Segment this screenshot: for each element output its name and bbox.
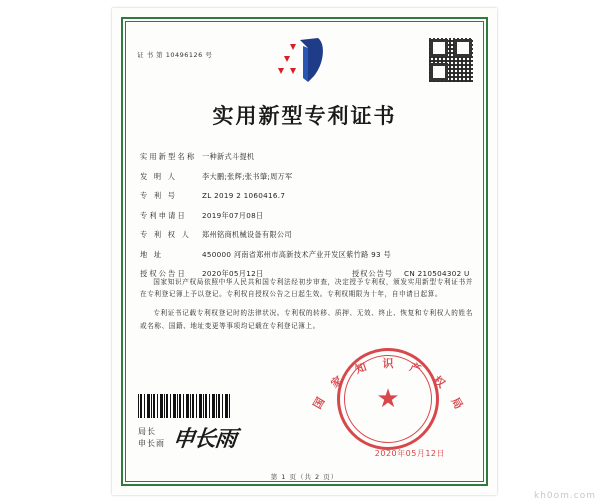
paragraph: 专利证书记载专利权登记时的法律状况。专利权的转移、质押、无效、终止、恢复和专利权人的姓名或名称、国籍、地址变更等事项均记载在专利登记簿上。	[140, 309, 473, 330]
field-value-secondary: CN 210504302 U	[404, 269, 470, 279]
field-row	[140, 211, 473, 221]
seal-char: 家	[328, 373, 346, 391]
paragraph: 国家知识产权局依照中华人民共和国专利法经初步审查，决定授予专利权，颁发实用新型专利证书并在专利登记簿上予以登记。专利权自授权公告之日起生效。专利权期限为十年，自申请日起算。	[140, 278, 473, 299]
signature-title	[138, 426, 165, 450]
field-value: 李大鹏;张辉;张书肇;周万军	[202, 171, 293, 181]
page-title: 实用新型专利证书	[212, 103, 397, 128]
field-value: 一种新式斗提机	[202, 152, 255, 161]
watermark: kh0om.com	[534, 491, 596, 501]
page-footer: 第 1 页（共 2 页）	[270, 473, 339, 481]
certificate-number: 证 书 第 10496126 号	[137, 51, 213, 59]
field-row	[140, 152, 473, 162]
signature-title-line2: 申长雨	[138, 438, 165, 448]
handwritten-signature: 申长雨	[171, 426, 238, 452]
field-label: 地 址	[140, 249, 164, 259]
field-label: 发 明 人	[140, 171, 178, 181]
body-text	[140, 276, 473, 339]
qr-finder-bottom-left	[430, 63, 448, 81]
barcode	[138, 394, 230, 418]
field-value: 450000 河南省郑州市高新技术产业开发区紫竹路 93 号	[202, 249, 392, 259]
field-list	[140, 152, 473, 289]
field-value: ZL 2019 2 1060416.7	[202, 191, 286, 201]
qr-code-icon[interactable]	[429, 38, 473, 82]
field-row	[140, 230, 473, 240]
field-row	[140, 250, 473, 260]
field-label: 实用新型名称	[140, 152, 197, 161]
seal-char: 知	[353, 360, 369, 377]
signature-title-line1: 局长	[138, 426, 156, 436]
seal-char: 识	[382, 357, 394, 370]
field-label: 授权公告日	[140, 269, 187, 279]
field-value: 2019年07月08日	[202, 210, 264, 220]
seal-char: 国	[310, 395, 328, 412]
field-row	[140, 191, 473, 201]
seal-char: 权	[430, 373, 448, 391]
field-value: 2020年05月12日	[202, 269, 264, 279]
field-row	[140, 172, 473, 182]
signature-block	[138, 422, 236, 453]
field-label-secondary: 授权公告号	[352, 269, 393, 279]
seal-char: 产	[407, 360, 423, 377]
seal-date: 2020年05月12日	[374, 449, 445, 458]
field-label: 专 利 权 人	[140, 230, 192, 240]
cnipa-emblem-icon	[270, 34, 340, 90]
field-label: 专 利 号	[140, 191, 178, 201]
field-value: 郑州铭商机械设备有限公司	[202, 230, 292, 240]
seal-star-icon: ★	[376, 384, 400, 414]
field-label: 专利申请日	[140, 210, 187, 220]
seal-char: 局	[448, 395, 466, 412]
certificate-paper	[112, 8, 497, 495]
official-seal	[310, 348, 466, 450]
